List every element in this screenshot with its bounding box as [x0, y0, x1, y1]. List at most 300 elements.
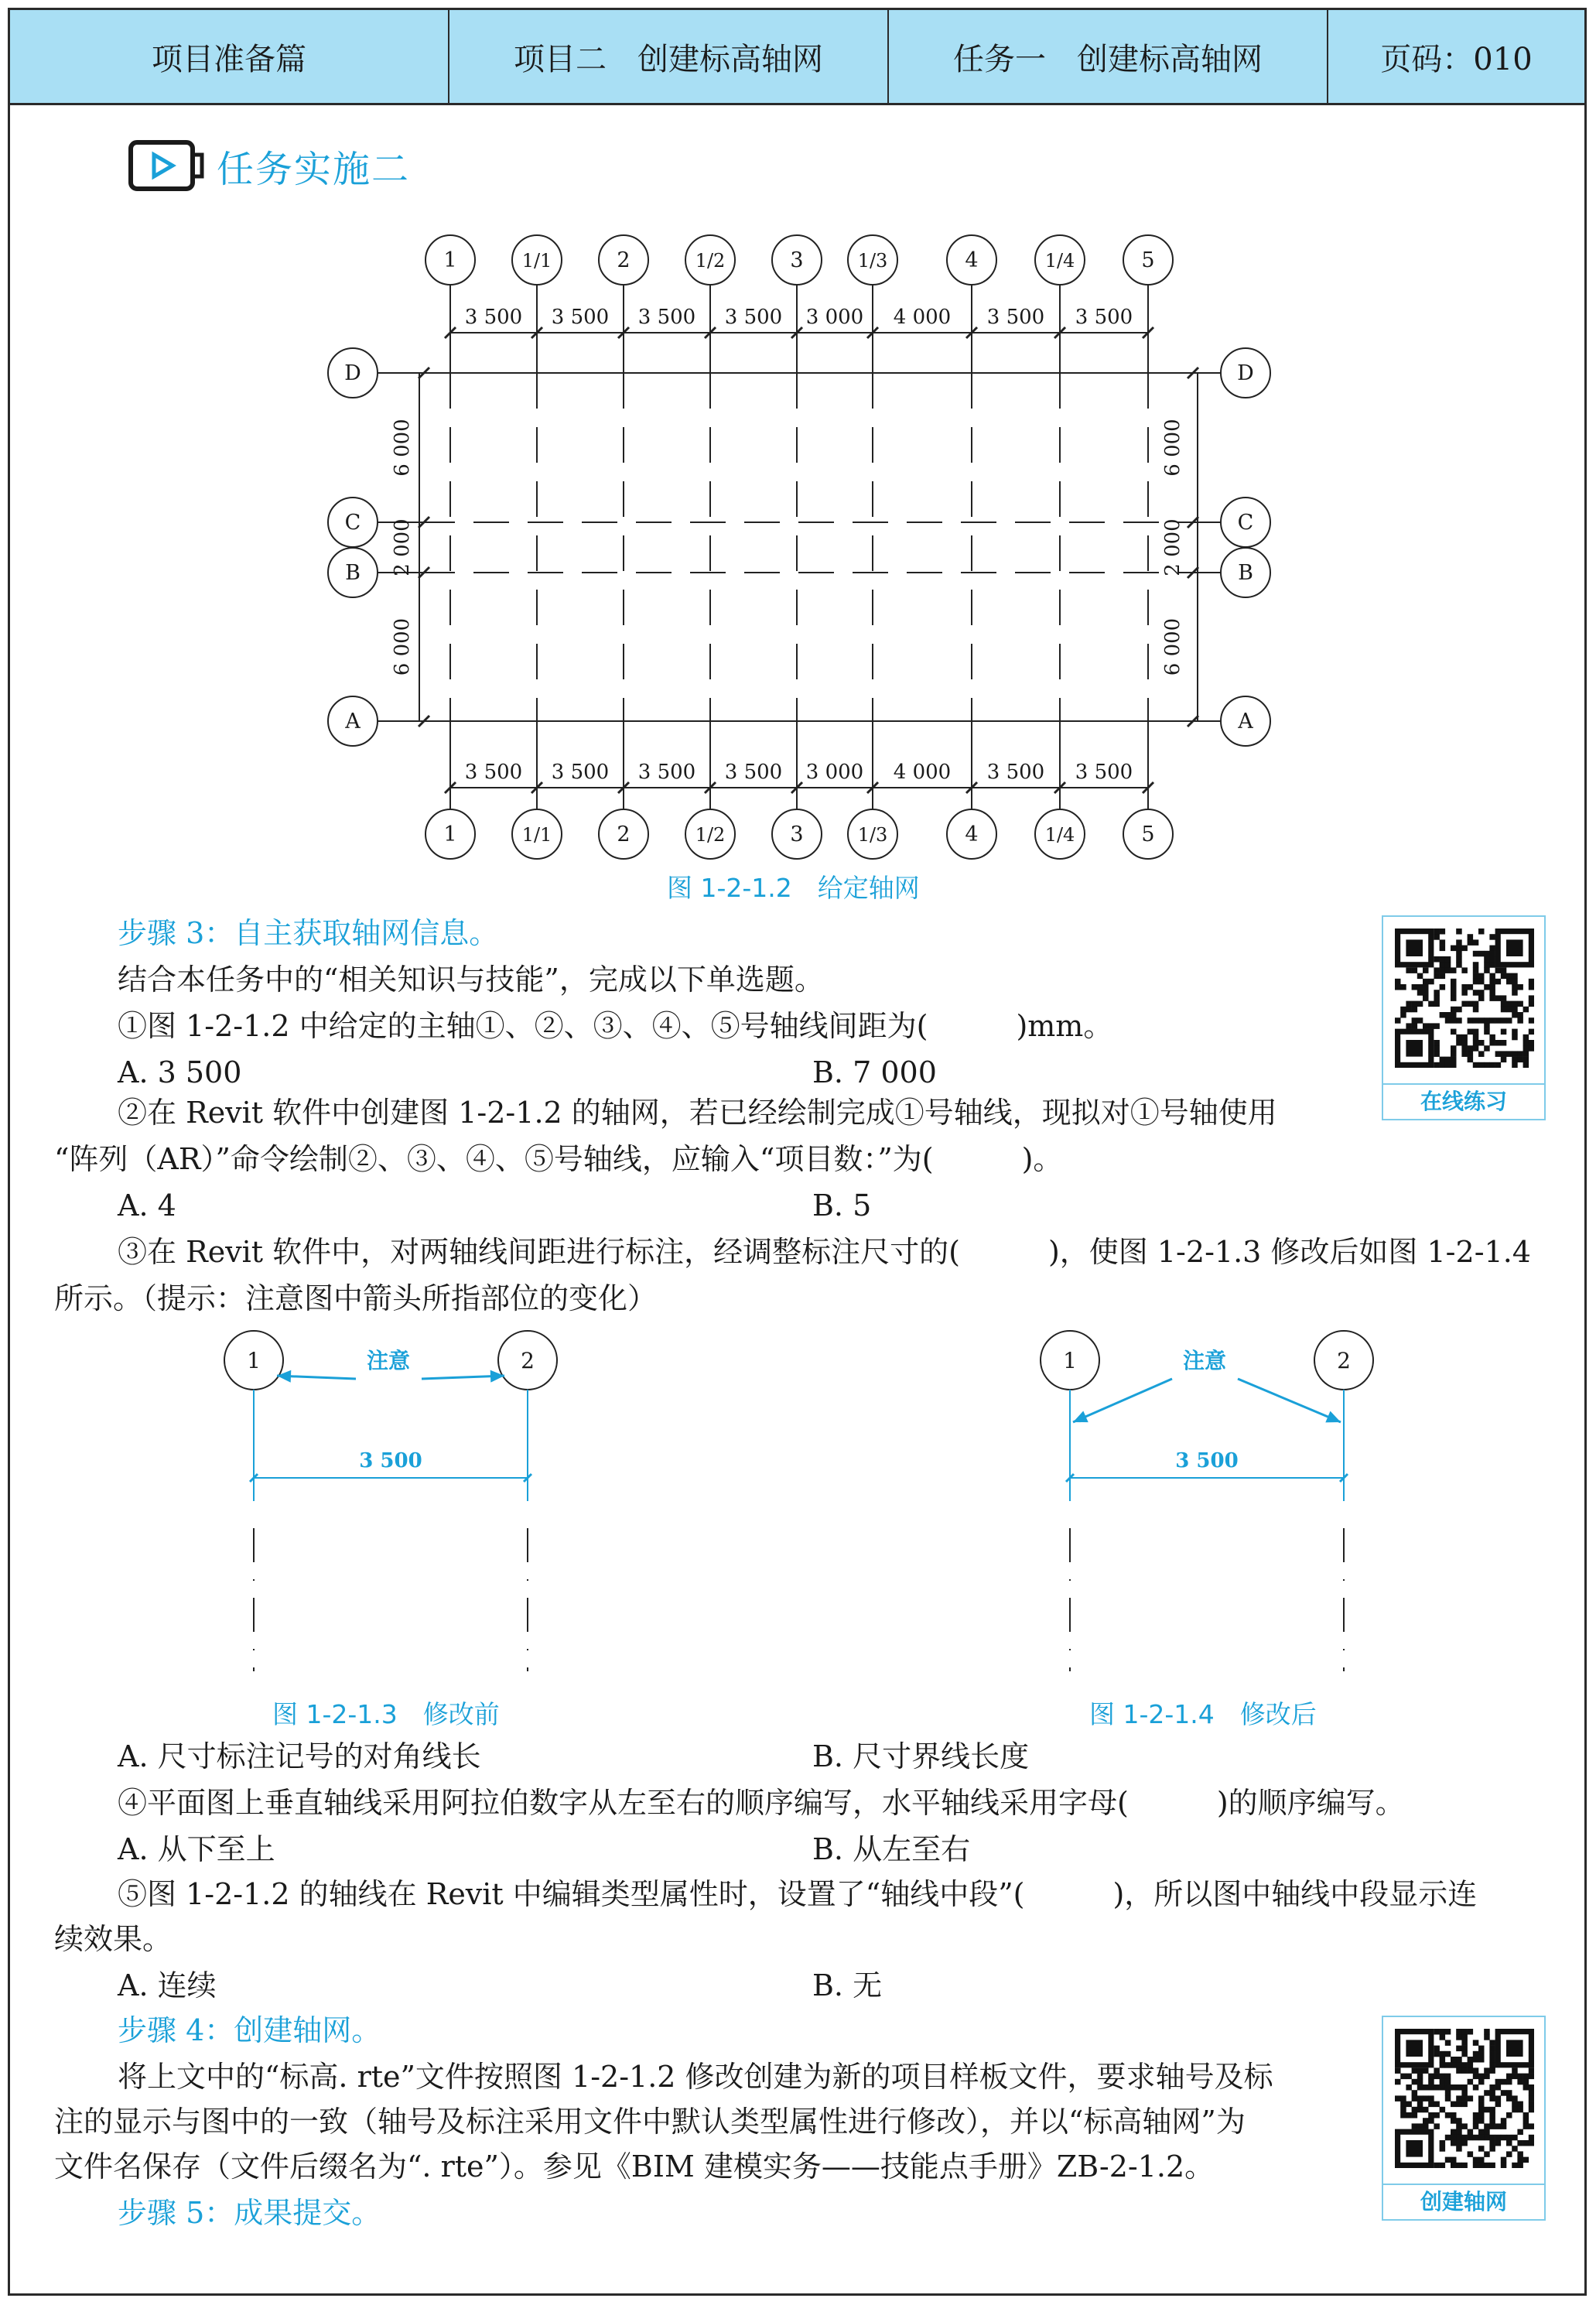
q5-text-line2: 续效果。 [54, 1922, 173, 1956]
qr-module [1434, 2074, 1440, 2080]
qr-module [1501, 1057, 1507, 1063]
qr-module [1468, 2057, 1474, 2063]
qr-module [1484, 951, 1490, 957]
q5-option-b[interactable]: B. 无 [812, 1968, 883, 2002]
qr-module [1406, 1007, 1412, 1013]
qr-module [1445, 2074, 1451, 2080]
qr-module [1517, 2140, 1523, 2146]
axis-label-bottom: 1/3 [857, 824, 888, 846]
note-arrow [1238, 1379, 1341, 1422]
qr-module [1506, 2135, 1512, 2141]
qr-module [1456, 2062, 1462, 2068]
qr-module [1512, 2163, 1518, 2168]
qr-module [1417, 2079, 1423, 2085]
qr-module [1484, 956, 1490, 963]
q3-text-line2: 所示。（提示：注意图中箭头所指部位的变化） [54, 1281, 658, 1315]
qr-label-practice: 在线练习 [1383, 1083, 1544, 1119]
dim-label: 3 500 [464, 306, 523, 329]
qr-module [1445, 2157, 1451, 2163]
qr-module [1529, 2135, 1534, 2141]
axis-label-top: 4 [965, 248, 979, 272]
qr-module [1428, 979, 1434, 985]
qr-module [1451, 990, 1457, 996]
qr-module [1400, 984, 1406, 990]
qr-module [1495, 2140, 1502, 2146]
qr-module [1512, 2095, 1518, 2102]
qr-module [1489, 934, 1495, 940]
qr-module [1529, 2140, 1534, 2146]
qr-module [1495, 967, 1502, 973]
qr-module [1440, 1012, 1446, 1018]
qr-module [1489, 951, 1495, 957]
qr-module [1468, 1051, 1474, 1057]
qr-module [1468, 2062, 1474, 2068]
axis-label-top: 1 [443, 248, 457, 272]
qr-module [1445, 2112, 1451, 2119]
qr-module [1478, 995, 1485, 1001]
qr-module [1473, 2057, 1479, 2063]
qr-module [1456, 2135, 1462, 2141]
qr-module [1456, 2129, 1462, 2136]
row-label-right: D [1237, 361, 1254, 385]
qr-module [1434, 2102, 1440, 2108]
qr-module [1529, 2084, 1534, 2091]
qr-module [1395, 979, 1401, 985]
q1-option-a[interactable]: A. 3 500 [118, 1055, 242, 1089]
row-label-left: C [344, 511, 361, 535]
qr-module [1512, 1035, 1518, 1041]
q4-option-a[interactable]: A. 从下至上 [118, 1832, 275, 1866]
qr-module [1461, 2051, 1468, 2057]
step3-title: 步骤 3：自主获取轴网信息。 [118, 916, 499, 950]
qr-module [1417, 2095, 1423, 2102]
qr-module [1495, 1062, 1502, 1068]
row-label-left: B [345, 561, 361, 585]
qr-module [1489, 1040, 1495, 1046]
dim-label-vertical: 6 000 [391, 419, 414, 477]
qr-module [1412, 1007, 1418, 1013]
qr-module [1461, 984, 1468, 990]
qr-module [1506, 2074, 1512, 2080]
qr-module [1529, 1017, 1534, 1024]
qr-module [1517, 2151, 1523, 2157]
qr-module [1529, 1001, 1534, 1007]
qr-module [1434, 928, 1440, 935]
header-task: 任务一 创建标高轴网 [889, 10, 1328, 103]
dim-label: 3 500 [1075, 761, 1133, 784]
qr-module [1523, 2157, 1529, 2163]
q1-option-b[interactable]: B. 7 000 [812, 1055, 937, 1089]
qr-module [1461, 2140, 1468, 2146]
qr-module [1506, 2090, 1512, 2096]
qr-module [1440, 2051, 1446, 2057]
qr-module [1473, 967, 1479, 973]
qr-module [1468, 1045, 1474, 1052]
qr-module [1451, 1029, 1457, 1035]
qr-module [1484, 984, 1490, 990]
qr-module [1478, 928, 1485, 935]
qr-module [1445, 2029, 1451, 2035]
qr-module [1440, 984, 1446, 990]
qr-module [1529, 995, 1534, 1001]
qr-module [1506, 2151, 1512, 2157]
qr-module [1434, 2123, 1440, 2129]
qr-module [1478, 1051, 1485, 1057]
q2-option-a[interactable]: A. 4 [118, 1188, 176, 1223]
qr-module [1417, 2074, 1423, 2080]
qr-module [1473, 2051, 1479, 2057]
axis-label-bottom: 1/1 [521, 824, 552, 846]
qr-module [1412, 967, 1418, 973]
qr-module [1484, 967, 1490, 973]
qr-module [1501, 2163, 1507, 2168]
figure-caption-after: 图 1-2-1.4 修改后 [1089, 1699, 1317, 1729]
qr-module [1473, 990, 1479, 996]
qr-module [1478, 2095, 1485, 2102]
qr-module [1434, 2084, 1440, 2091]
qr-module [1512, 990, 1518, 996]
qr-module [1434, 2067, 1440, 2074]
qr-module [1484, 2135, 1490, 2141]
qr-module [1400, 1012, 1406, 1018]
qr-module [1489, 2135, 1495, 2141]
qr-module [1451, 2118, 1457, 2124]
qr-module [1461, 2029, 1468, 2035]
qr-module [1456, 2118, 1462, 2124]
qr-module [1489, 962, 1495, 968]
qr-module [1417, 1017, 1423, 1024]
q2-option-b[interactable]: B. 5 [812, 1188, 872, 1223]
qr-module [1445, 2051, 1451, 2057]
axis-label: 2 [1337, 1348, 1351, 1373]
qr-module [1523, 2084, 1529, 2091]
qr-module [1473, 1035, 1479, 1041]
qr-module [1478, 1062, 1485, 1068]
qr-module [1468, 1017, 1474, 1024]
qr-module [1506, 1001, 1512, 1007]
qr-module [1523, 1045, 1529, 1052]
qr-module [1495, 2095, 1502, 2102]
qr-module [1400, 2102, 1406, 2108]
qr-module [1456, 2140, 1462, 2146]
qr-module [1451, 2084, 1457, 2091]
qr-module [1501, 1017, 1507, 1024]
qr-module [1489, 2051, 1495, 2057]
qr-module [1423, 2118, 1429, 2124]
axis-label: 2 [521, 1348, 535, 1373]
qr-module [1417, 973, 1423, 980]
qr-module [1478, 2129, 1485, 2136]
qr-module [1423, 2107, 1429, 2113]
axis-label: 1 [1063, 1348, 1077, 1373]
qr-module [1468, 1057, 1474, 1063]
qr-module [1456, 2163, 1462, 2168]
qr-module [1484, 2074, 1490, 2080]
qr-finder [1506, 2040, 1523, 2057]
qr-module [1484, 2123, 1490, 2129]
qr-module [1451, 979, 1457, 985]
axis-label-top: 3 [790, 248, 804, 272]
qr-module [1456, 2084, 1462, 2091]
qr-module [1473, 939, 1479, 946]
qr-module [1461, 2102, 1468, 2108]
qr-module [1468, 1029, 1474, 1035]
section-title: 任务实施二 [217, 148, 411, 191]
q5-text-line1: ⑤图 1-2-1.2 的轴线在 Revit 中编辑类型属性时，设置了“轴线中段”( )，所以图中轴线中段显示连 [118, 1877, 1478, 1911]
axis-label-bottom: 1/4 [1044, 824, 1075, 846]
qr-module [1489, 984, 1495, 990]
qr-module [1473, 951, 1479, 957]
qr-module [1506, 2079, 1512, 2085]
qr-module [1473, 1007, 1479, 1013]
qr-module [1434, 1040, 1440, 1046]
qr-module [1484, 2034, 1490, 2040]
qr-module [1440, 2062, 1446, 2068]
qr-module [1456, 1007, 1462, 1013]
qr-module [1501, 2079, 1507, 2085]
qr-module [1468, 2029, 1474, 2035]
qr-module [1400, 2095, 1406, 2102]
qr-module [1484, 2029, 1490, 2035]
qr-module [1495, 1017, 1502, 1024]
qr-module [1517, 2163, 1523, 2168]
qr-module [1468, 2095, 1474, 2102]
qr-module [1456, 951, 1462, 957]
qr-module [1517, 1012, 1523, 1018]
qr-module [1506, 2140, 1512, 2146]
q4-option-b[interactable]: B. 从左至右 [812, 1832, 971, 1866]
qr-module [1451, 2163, 1457, 2168]
qr-module [1495, 2084, 1502, 2091]
qr-module [1451, 1051, 1457, 1057]
qr-module [1428, 1001, 1434, 1007]
qr-module [1512, 2102, 1518, 2108]
qr-module [1461, 967, 1468, 973]
step4-line3: 文件名保存（文件后缀名为“. rte”）。参见《BIM 建模实务——技能点手册》ZB-2-1.2。 [54, 2149, 1215, 2184]
q3-option-a[interactable]: A. 尺寸标注记号的对角线长 [118, 1739, 481, 1773]
qr-module [1412, 2107, 1418, 2113]
qr-module [1512, 1029, 1518, 1035]
step4-title: 步骤 4：创建轴网。 [118, 2013, 381, 2047]
qr-module [1473, 1062, 1479, 1068]
qr-module [1456, 962, 1462, 968]
qr-module [1434, 1045, 1440, 1052]
qr-module [1517, 2102, 1523, 2108]
qr-module [1512, 1062, 1518, 1068]
qr-module [1489, 2118, 1495, 2124]
qr-module [1517, 984, 1523, 990]
qr-module [1412, 2095, 1418, 2102]
qr-module [1506, 1007, 1512, 1013]
axis-label-top: 1/1 [521, 250, 552, 272]
dim-label-vertical: 6 000 [1161, 419, 1184, 477]
qr-module [1456, 2029, 1462, 2035]
qr-module [1478, 2146, 1485, 2152]
qr-module [1428, 1023, 1434, 1029]
qr-module [1489, 2046, 1495, 2052]
figure-after-modification [1010, 1323, 1427, 1687]
qr-module [1517, 2074, 1523, 2080]
qr-label-create-grid: 创建轴网 [1383, 2184, 1544, 2219]
qr-module [1434, 934, 1440, 940]
qr-module [1434, 1062, 1440, 1068]
qr-module [1489, 2084, 1495, 2091]
qr-module [1489, 2095, 1495, 2102]
qr-module [1517, 1001, 1523, 1007]
qr-module [1428, 2084, 1434, 2091]
qr-module [1461, 2062, 1468, 2068]
qr-module [1423, 1023, 1429, 1029]
qr-online-practice[interactable] [1382, 915, 1546, 1120]
qr-module [1456, 2102, 1462, 2108]
q4-text: ④平面图上垂直轴线采用阿拉伯数字从左至右的顺序编写，水平轴线采用字母( )的顺序编写。 [118, 1786, 1405, 1820]
qr-module [1461, 1001, 1468, 1007]
qr-module [1473, 1029, 1479, 1035]
qr-module [1434, 2163, 1440, 2168]
qr-module [1395, 2067, 1401, 2074]
qr-module [1395, 2095, 1401, 2102]
qr-module [1501, 2135, 1507, 2141]
qr-module [1440, 2084, 1446, 2091]
qr-module [1456, 2046, 1462, 2052]
qr-module [1478, 2163, 1485, 2168]
qr-module [1523, 2074, 1529, 2080]
qr-module [1461, 2084, 1468, 2091]
figure-caption-before: 图 1-2-1.3 修改前 [272, 1699, 500, 1729]
qr-module [1506, 973, 1512, 980]
qr-module [1445, 956, 1451, 963]
qr-module [1461, 2040, 1468, 2046]
qr-module [1501, 2123, 1507, 2129]
qr-module [1451, 946, 1457, 952]
axis-label-bottom: 1/2 [695, 824, 726, 846]
qr-module [1461, 1035, 1468, 1041]
qr-module [1523, 1062, 1529, 1068]
qr-module [1489, 2067, 1495, 2074]
qr-module [1501, 1029, 1507, 1035]
qr-module [1478, 2118, 1485, 2124]
figure-before-modification [193, 1323, 611, 1687]
qr-module [1400, 2107, 1406, 2113]
q2-text-line2: “阵列（AR）”命令绘制②、③、④、⑤号轴线，应输入“项目数：”为( )。 [54, 1142, 1063, 1176]
qr-module [1512, 1007, 1518, 1013]
qr-module [1473, 2123, 1479, 2129]
qr-module [1512, 1001, 1518, 1007]
qr-module [1473, 2163, 1479, 2168]
qr-module [1406, 2084, 1412, 2091]
qr-module [1473, 979, 1479, 985]
qr-module [1489, 973, 1495, 980]
qr-module [1412, 2067, 1418, 2074]
header-section: 项目准备篇 [10, 10, 449, 103]
qr-module [1473, 1001, 1479, 1007]
qr-module [1406, 1001, 1412, 1007]
qr-module [1517, 1057, 1523, 1063]
qr-module [1451, 1062, 1457, 1068]
dim-label: 3 500 [986, 306, 1045, 329]
qr-module [1523, 2079, 1529, 2085]
qr-module [1440, 2140, 1446, 2146]
qr-module [1445, 2090, 1451, 2096]
qr-module [1445, 1017, 1451, 1024]
qr-module [1445, 2095, 1451, 2102]
qr-module [1461, 946, 1468, 952]
qr-module [1473, 962, 1479, 968]
qr-module [1440, 956, 1446, 963]
qr-module [1473, 2112, 1479, 2119]
qr-module [1489, 2062, 1495, 2068]
qr-module [1512, 979, 1518, 985]
qr-module [1428, 2074, 1434, 2080]
figure-caption-main: 图 1-2-1.2 给定轴网 [667, 873, 920, 903]
qr-module [1400, 1007, 1406, 1013]
qr-create-grid[interactable] [1382, 2016, 1546, 2221]
qr-module [1451, 995, 1457, 1001]
qr-code-icon [1395, 928, 1534, 1068]
axis-grid-figure [0, 0, 1596, 913]
qr-module [1495, 2102, 1502, 2108]
q5-option-a[interactable]: A. 连续 [118, 1968, 217, 2002]
qr-module [1461, 1051, 1468, 1057]
qr-module [1501, 2118, 1507, 2124]
qr-module [1451, 2062, 1457, 2068]
qr-module [1423, 990, 1429, 996]
note-label: 注意 [1182, 1348, 1227, 1373]
row-label-right: C [1237, 511, 1254, 535]
qr-module [1473, 2084, 1479, 2091]
qr-module [1517, 2157, 1523, 2163]
dim-label: 4 000 [893, 306, 952, 329]
qr-module [1445, 1062, 1451, 1068]
qr-module [1461, 1040, 1468, 1046]
qr-module [1529, 979, 1534, 985]
row-label-right: A [1238, 710, 1253, 734]
qr-module [1406, 1023, 1412, 1029]
qr-module [1451, 1012, 1457, 1018]
qr-module [1412, 2123, 1418, 2129]
qr-module [1506, 2112, 1512, 2119]
qr-module [1478, 2057, 1485, 2063]
qr-module [1434, 1001, 1440, 1007]
qr-module [1468, 934, 1474, 940]
qr-module [1473, 2118, 1479, 2124]
qr-module [1434, 1051, 1440, 1057]
qr-module [1440, 928, 1446, 935]
qr-module [1484, 962, 1490, 968]
qr-module [1478, 2112, 1485, 2119]
qr-module [1434, 973, 1440, 980]
qr-module [1517, 2079, 1523, 2085]
qr-module [1440, 2034, 1446, 2040]
step4-line1: 将上文中的“标高. rte”文件按照图 1-2-1.2 修改创建为新的项目样板文件，要求轴号及标 [118, 2060, 1273, 2094]
qr-module [1512, 984, 1518, 990]
qr-module [1440, 2079, 1446, 2085]
qr-module [1461, 2067, 1468, 2074]
qr-code-icon [1395, 2029, 1534, 2168]
qr-module [1473, 1017, 1479, 1024]
q3-option-b[interactable]: B. 尺寸界线长度 [812, 1739, 1030, 1773]
qr-module [1489, 946, 1495, 952]
qr-module [1423, 2084, 1429, 2091]
qr-module [1406, 967, 1412, 973]
qr-module [1501, 995, 1507, 1001]
qr-module [1512, 1057, 1518, 1063]
qr-module [1484, 2163, 1490, 2168]
qr-module [1445, 962, 1451, 968]
qr-module [1456, 956, 1462, 963]
qr-module [1412, 2112, 1418, 2119]
step5-title: 步骤 5：成果提交。 [118, 2196, 381, 2230]
